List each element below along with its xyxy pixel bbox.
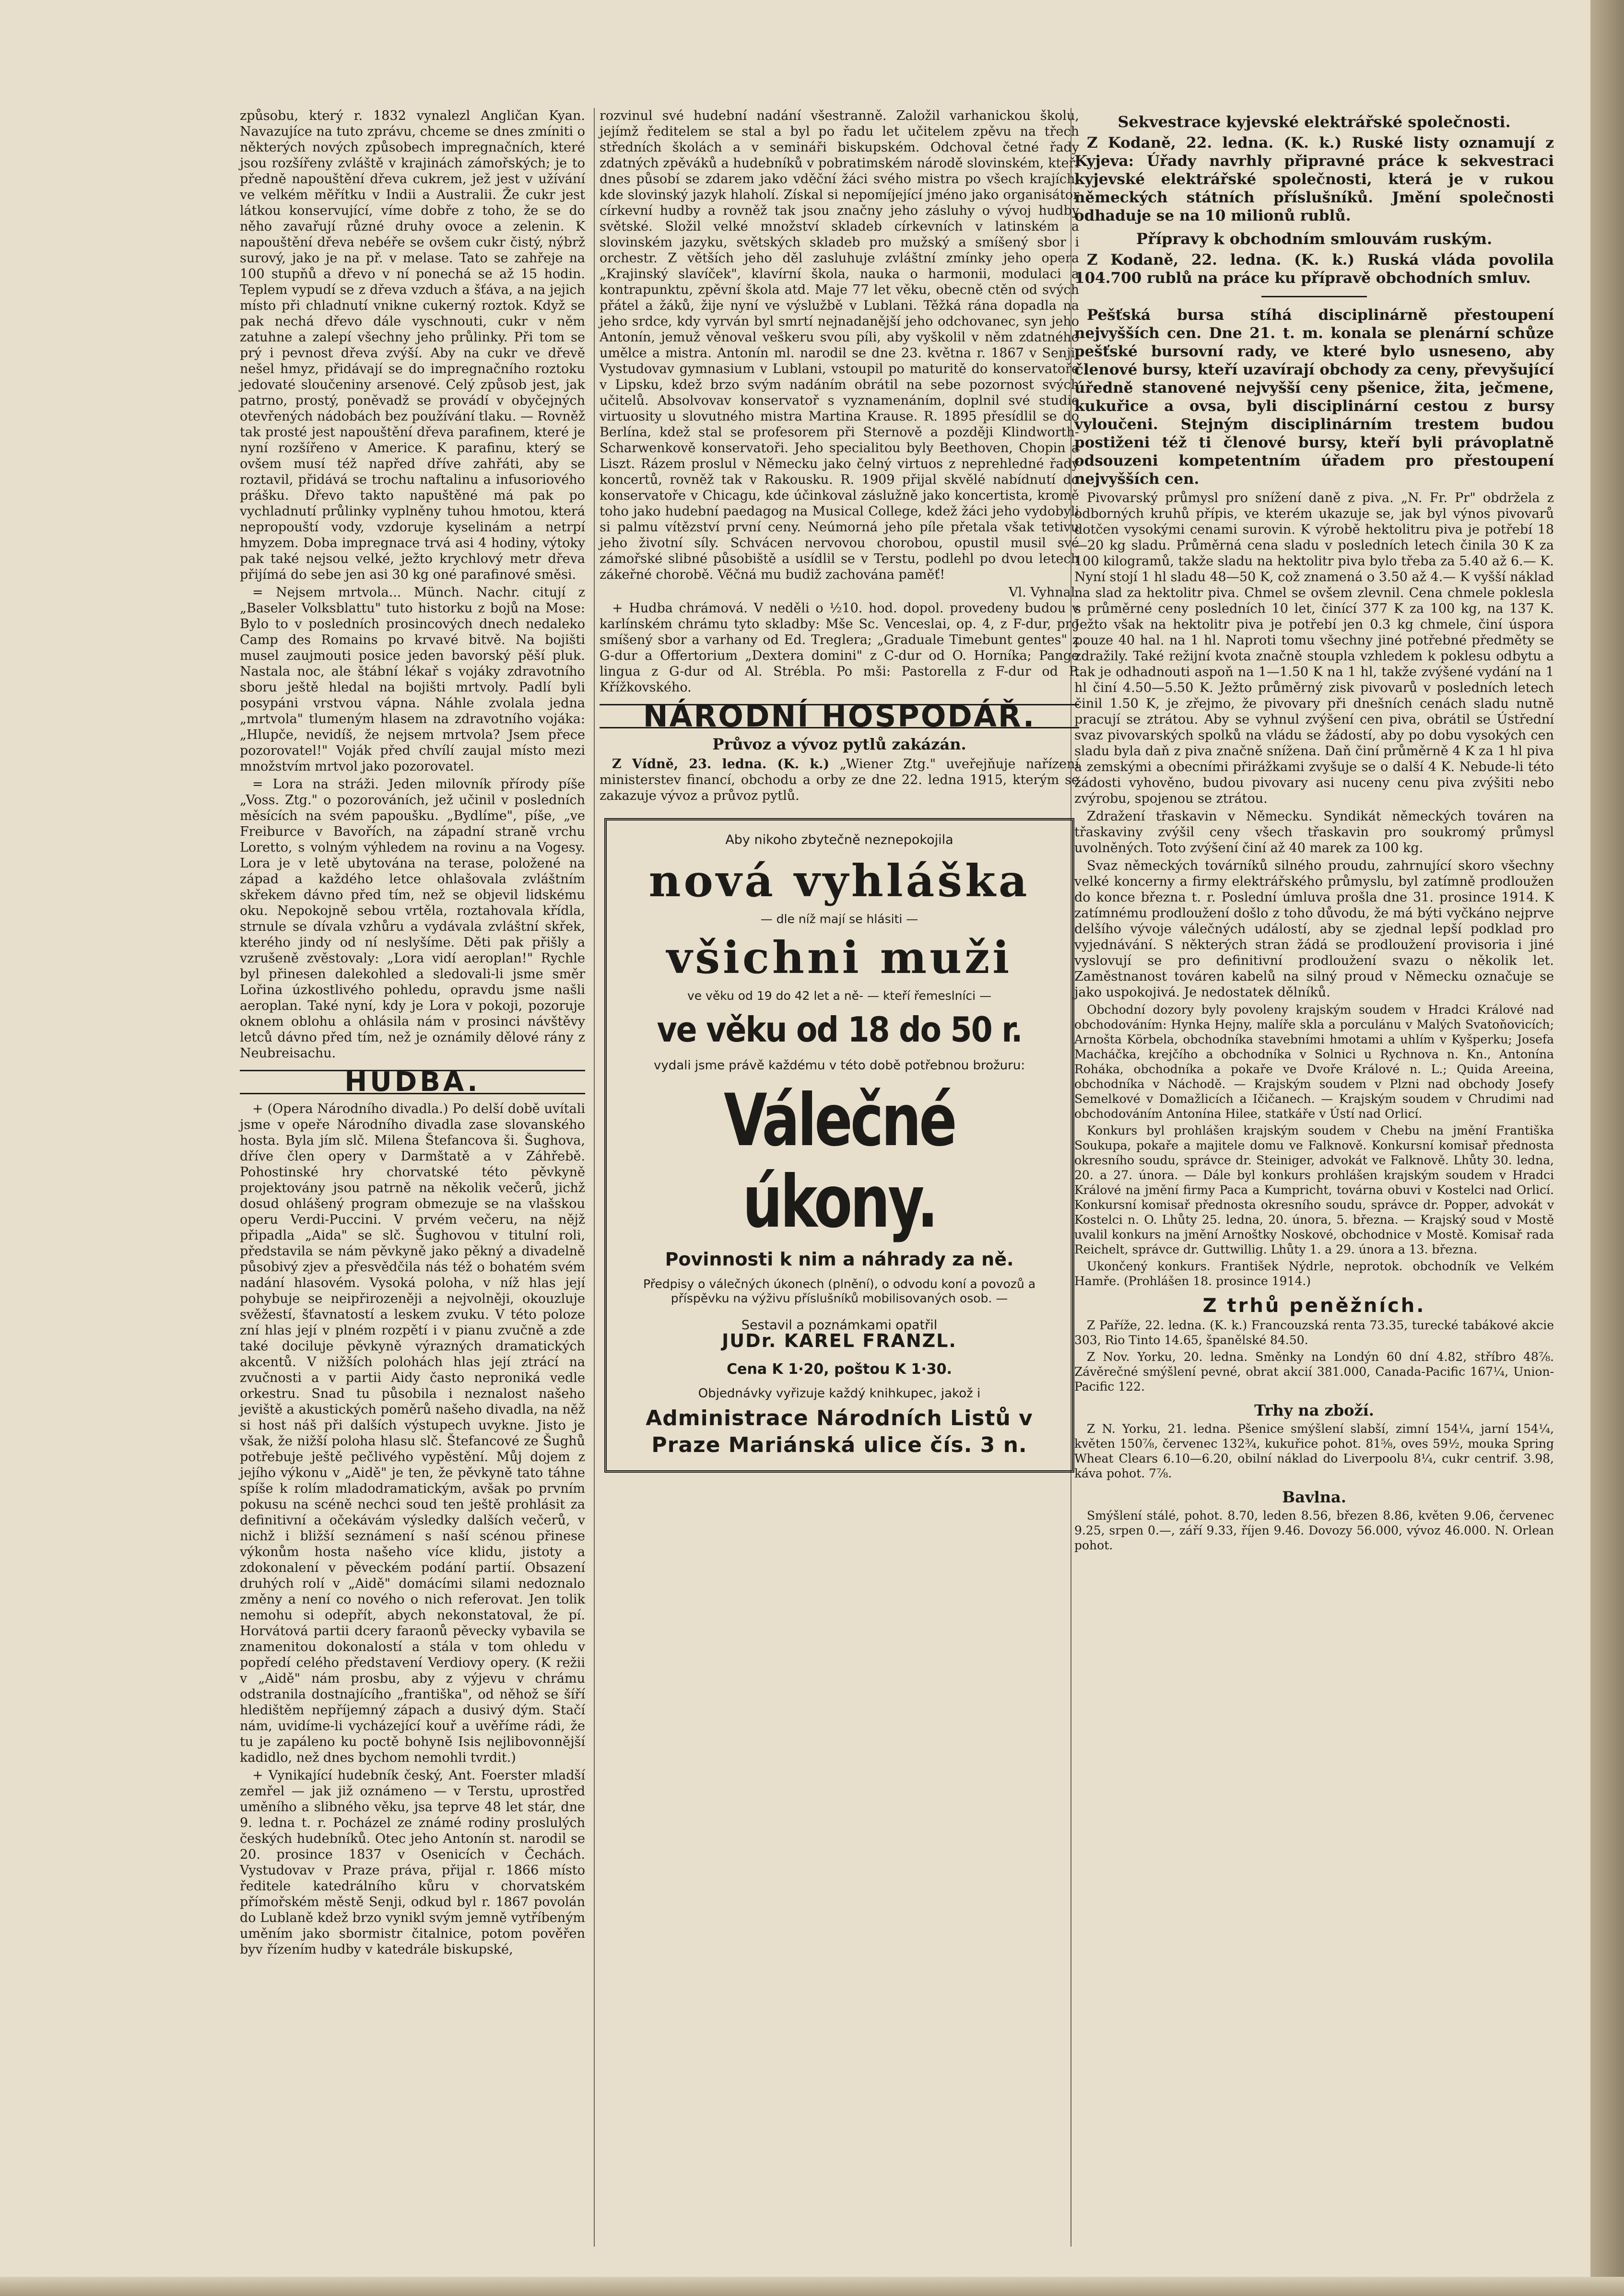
- article-sekvestrace: [1074, 134, 1554, 225]
- article-foerster: + Vynikající hudebník český, Ant. Foerster mladší zemřel — jak již oznámeno — v Terstu, uprostřed uměního a slibného věku, jsa teprve 48 let stár, dne 9. ledna t. r. Pocházel ze známé rodiny proslulých českých hudebníků. Otec jeho Antonín st. narodil se 20. prosince 1837 v Osenicích v Čechách. Vystudovav v Praze práva, přijal r. 1866 místo ředitele katedrálního kůru v chorvatském přímořském městě Senji, odkud byl r. 1867 povolán do Lublaně kdež brzo vynikl svým jemně vytříbeným uměním jako sbormistr čitalnice, potom pověřen byv řízením hudby v katedrále biskupské,: [240, 1768, 585, 1957]
- article-pytle: [600, 756, 1079, 804]
- ad-title-vsichni-muzi: všichni muži: [666, 932, 1012, 984]
- article-foerster-continued: rozvinul své hudební nadání všestranně. Založil varhanickou školu, jejímž ředitelem se stal a byl po řadu let učitelem zpěvu na třech středních školách a v semináři biskupském. Odchoval četné řady zdatných zpěváků a hudebníků v pobratimském národě slovinském, kteří dnes působí se zdarem jako vděční žáci svého mistra po všech krajích, kde slovinský jazyk hlaholí. Získal si nepomíjející jméno jako organisátor církevní hudby a rovněž tak jsou značny jeho zásluhy o vývoj hudby světské. Složil velké množství skladeb církevních v latinském a slovinském jazyku, světských skladeb pro mužský a smíšený sbor i orchestr. Z větších jeho děl zasluhuje zvláštní zmínky jeho opera „Krajinský slavíček", klavírní škola, nauka o harmonii, modulaci a kontrapunktu, zpěvní škola atd. Maje 77 let věku, obecně ctěn od svých přátel a žáků, žije nyní ve výslužbě v Lublani. Těžká rána dopadla na jeho srdce, kdy vyrván byl smrtí nejnadanější jeho odchovanec, syn jeho Antonín, jemuž věnoval veškeru svou píli, aby vyškolil v něm zdatného umělce a mistra. Antonín ml. narodil se dne 23. května r. 1867 v Senji. Vystudovav gymnasium v Lublani, vstoupil po maturitě do konservatoře v Lipsku, kdež brzo svým nadáním obrátil na sebe pozornost svých učitelů. Absolvovav konservatoř s vyznamenáním, doplnil své studie virtuosity u slovutného mistra Martina Krause. R. 1895 přesídlil se do Berlína, kdež stal se profesorem při Sternově a později Klindworth-Scharwenkově konservatoři. Jeho specialitou byly Beethoven, Chopin a Liszt. Rázem proslul v Německu jako čelný virtuos z neprehledné řady koncertů, rovněž tak v Rakousku. R. 1909 přijal skvělé nabídnutí do konservatoře v Chicagu, kde účinkoval záslužně jako koncertista, kromě toho jako hudební paedagog na Musical College, kdež žáci jeho vydobyli si palmu vítězství první ceny. Neúmorná jeho píle přetala však tetivu jeho životní síly. Schvácen nervovou chorobou, opustil musil své zámořské slibné působiště a usídlil se v Terstu, podlehl po dvou letech zákeřné chorobě. Věčná mu budiž zachována paměť!: [600, 108, 1079, 582]
- article-svaz-tovarniku: Svaz německých továrníků silného proudu, zahrnující skoro všechny velké koncerny a firmy elektrářského průmyslu, byl zatímně prodloužen do konce března t. r. Poslední úmluva prošla dne 31. prosince 1914. K zatímnému prodloužení došlo z toho důvodu, že má býti vyčkáno nejprve delšího vývoje válečných událostí, aby se zjednal lepší podklad pro vyjednávání. S některých stran žádá se prodloužení provisoria i jiné vyslovují se pro definitivní prodloužení svazu o několik let. Zaměstnanost továren kabelů na silný proud v Německu označuje se jako uspokojivá. Je nedostatek dělníků.: [1074, 858, 1554, 1000]
- article-pestska-bursa: Pešťská bursa stíhá disciplinárně přestoupení nejvyšších cen. Dne 21. t. m. konala se plenární schůze pešťské bursovní rady, ve které bylo usneseno, aby členové bursy, kteří uzavírají obchody za ceny, převyšující úředně stanovené nejvyšší ceny pšenice, žita, ječmene, kukuřice a ovsa, byli disciplinární cestou z bursy vyloučeni. Stejným disciplinárním trestem budou postiženi též ti členové bursy, kteří byli právoplatně odsouzeni kompetentním úřadem pro přestoupení nejvyšších cen.: [1074, 306, 1554, 488]
- article-konkurs: Konkurs byl prohlášen krajským soudem v Chebu na jmění Františka Soukupa, pokaře a majitele domu ve Falknově. Konkursní komisař přednosta okresního soudu, správce dr. Steiniger, advokát ve Falknově. Lhůty 30. ledna, 20. a 27. února. — Dále byl konkurs prohlášen krajským soudem v Hradci Králové na jmění firmy Paca a Kumpricht, továrna obuvi v Kostelci nad Orlicí. Konkursní komisař přednosta okresního soudu, správce dr. Popper, advokát v Kostelci n. O. Lhůty 25. ledna, 20. února, 5. března. — Krajský soud v Mostě uvalil konkurs na jmění Arnoštky Noskové, obchodnice v Mostě. Komisař rada Reichelt, správce dr. Guttwillig. Lhůty 1. a 29. února a 13. března.: [1074, 1124, 1554, 1256]
- headline-pripravy: Přípravy k obchodním smlouvám ruským.: [1136, 230, 1493, 248]
- article-body: Ruská vláda povolila 104.700 rublů na práce ku přípravě obchodních smluv.: [1074, 251, 1554, 287]
- article-impregnation: způsobu, který r. 1832 vynalezl Angličan Kyan. Navazujíce na tuto zprávu, chceme se dnes zmíniti o některých nových způsobech impregnačních, které jsou rozšířeny zvláště v krajinách zámořských; je to předně napouštění dřeva cukrem, jež jest v užívání ve velkém měřítku v Indii a Australii. Že cukr jest látkou konservující, víme dobře z toho, že se do něho zavařují různé druhy ovoce a zelenin. K napouštění dřeva nebéře se ovšem cukr čistý, nýbrž surový, jako je na př. v melase. Tato se zahřeje na 100 stupňů a dřevo v ní ponechá se až 15 hodin. Teplem vypudí se z dřeva vzduch a šťáva, a na jejich místo při chladnutí vnikne cukerný roztok. Když se pak nechá dřevo dále vyschnouti, cukr v něm zatuhne a zalepí všechny jeho průlinky. Při tom se prý i pevnost dřeva zvýší. Aby na cukr ve dřevě nešel hmyz, přidávají se do impregnačního roztoku jedovaté sloučeniny arsenové. Celý způsob jest, jak patrno, prostý, poněvadž se provádí v obyčejných otevřených nádobách bez používání tlaku. — Rovněž tak prosté jest napouštění dřeva parafinem, které je nyní rozšířeno v Americe. K parafinu, který se ovšem musí též napřed dříve zahřáti, aby se roztavil, přidává se trochu naftalinu a infusoriového prášku. Dřevo takto napuštěné má pak po vychladnutí průlinky vyplněny tuhou hmotou, která nepropouští vody, vzdoruje kyselinám a netrpí hmyzem. Doba impregnace trvá asi 4 hodiny, výtoky pak také nejsou velké, ježto krychlový metr dřeva přijímá do sebe jen asi 30 kg oné parafinové směsi.: [240, 108, 585, 582]
- ad-line: ve věku od 19 do 42 let a ně- — kteří řemeslníci —: [687, 989, 992, 1003]
- article-nejsem-mrtvola: = Nejsem mrtvola... Münch. Nachr. citují z „Baseler Volksblattu" tuto historku z bojů na Mose: Bylo to v posledních prosincových dnech nedaleko Camp des Romains po krvavé bitvě. Na bojišti musel zaujmouti posice jeden bavorský pěší pluk. Nastala noc, ale štábní lékař s vojáky zdravotního sboru ještě hledal na bojišti mrtvoly. Padlí byli posypáni vrstvou vápna. Náhle zvolala jedna „mrtvola" tlumeným hlasem na zdravotního vojáka: „Hlupče, nevidíš, že nejsem mrtvola? Jsem přece pozorovatel!" Voják před chvílí zaujal místo mezi množstvím mrtvol jako pozorovatel.: [240, 585, 585, 774]
- article-trhaviny: Zdražení třaskavin v Německu. Syndikát německých továren na třaskaviny zvýšil ceny všech třaskavin pro soukromý průmysl uvolněných. Toto zvýšení činí až 40 marek za 100 kg.: [1074, 809, 1554, 855]
- ad-title-nova-vyhlaska: nová vyhláška: [648, 855, 1030, 907]
- headline-pytle: Průvoz a vývoz pytlů zakázán.: [712, 735, 966, 753]
- article-pivovarsky-prumysl: Pivovarský průmysl pro snížení daně z piva. „N. Fr. Pr" obdržela z odborných kruhů přípis, ve kterém ukazuje se, jak byl výnos pivovarů dotčen vysokými cenami surovin. K výrobě hektolitru piva je potřebí 18—20 kg sladu. Průměrná cena sladu v posledních letech činila 30 K za 100 kilogramů, takže sladu na hektolitr piva bylo třeba za 5.40 až 6.— K. Nyní stojí 1 hl sladu 48—50 K, což znamená o 3.50 až 4.— K vyšší náklad na slad za hektolitr piva. Chmel se ovšem zlevnil. Cena chmele poklesla s průměrné ceny posledních 10 let, činící 377 K za 100 kg, na 137 K. Ježto však na hektolitr piva je potřebí jen 0.3 kg chmele, činí úspora pouze 40 hal. na 1 hl. Naproti tomu všechny jiné potřebné předměty se zdražily. Také režijní kvota značně stoupla vzhledem k poklesu odbytu a tak je odhadnouti aspoň na 1—1.50 K na 1 hl, takže zvýšené vydání na 1 hl činí 4.50—5.50 K. Ježto průměrný zisk pivovarů v posledních letech činil 1.50 K, je zřejmo, že pivovary při dnešních cenách sladu nutně pracují se ztrátou. Aby se vyhnul zvýšení cen piva, obrátil se Ústřední svaz pivovarských spolků na vládu se žádostí, aby po dobu vysokých cen sladu byla daň z piva značně snížena. Daň činí průměrně 4 K za 1 hl piva a zemskými a obecními přirážkami zvyšuje se o další 4 K. Nebude-li této žádosti vyhověno, budou pivovary asi nuceny cenu piva zvýšiti nebo zvýrobu, spojenou se ztrátou.: [1074, 491, 1554, 806]
- ad-book-title: Válečné úkony.: [724, 1079, 955, 1244]
- ad-editor-name: JUDr. KAREL FRANZL.: [722, 1330, 957, 1351]
- market-cotton: Smýšlení stálé, pohot. 8.70, leden 8.56, březen 8.86, květen 9.06, červenec 9.25, srpen 0.—, září 9.33, říjen 9.46. Dovozy 56.000, vývoz 46.000. N. Orlean pohot.: [1074, 1509, 1554, 1552]
- section-title-trhy-penezni: Z trhů peněžních.: [1202, 1295, 1426, 1317]
- ad-price: Cena K 1·20, poštou K 1·30.: [727, 1361, 952, 1378]
- ad-order-info: Objednávky vyřizuje každý knihkupec, jakož i: [698, 1386, 981, 1401]
- section-title-bavlna: Bavlna.: [1282, 1488, 1346, 1506]
- dateline: Z Kodaně, 22. ledna. (K. k.): [1087, 251, 1355, 269]
- section-banner-hudba: HUDBA.: [240, 1070, 585, 1094]
- market-paris: Z Paříže, 22. ledna. (K. k.) Francouzská renta 73.35, turecké tabákové akcie 303, Rio Tinto 14.65, španělské 84.50.: [1074, 1318, 1554, 1347]
- ad-administration: Administrace Národních Listů v Praze Mariánská ulice čís. 3 n.: [646, 1406, 1033, 1457]
- article-pripravy: [1074, 251, 1554, 287]
- page-edge-right: [1590, 0, 1624, 2296]
- article-opera: + (Opera Národního divadla.) Po delší době uvítali jsme v opeře Národního divadla zase slovanského hosta. Byla jím slč. Milena Štefancova ši. Šughova, dříve člen opery v Darmštatě a v Záhřebě. Pohostinské hry chorvatské této pěvkyně projektovány jsou patrně na několik večerů, jichž dosud ohlášený program obmezuje se na vlašskou operu Verdi-Puccini. V prvém večeru, na nějž připadla „Aida" se slč. Šughovou v titulní roli, představila se nám pěvkyně jako pěkný a divadelně působivý zjev a přesvědčila nás též o bohatém svém nadání hlasovém. Vysoká poloha, v níž hlas její pohybuje se neipřirozeněji a nejvolněji, okouzluje svěžestí, šťavnatostí a leskem zvuku. V této poloze zní hlas její v plném rozpětí i v pianu zvučně a zde také dociluje pěvkyně výrazných dramatických akcentů. V nižších polohách hlas její ztrácí na zvučnosti a v partii Aidy často neproniká vedle orkestru. Snad tu působila i neznalost našeho jeviště a akustických poměrů našeho divadla, na něž si host náš při dalších výstupech uvykne. Jisto je však, že nižší poloha hlasu slč. Štefancové ze Šughů potřebuje ještě pečlivého vypěstění. Můj dojem z jejího výkonu v „Aidě" je ten, že pěvkyně tato táhne spíše k rolím mladodramatickým, avšak po prvním pokusu na scéně nechci soud ten ještě prohlásit za definitivní a očekávám výsledky dalších večerů, v nichž i bližší seznámení s naší scénou přinese výkonům hosta našeho více klidu, jistoty a zdokonalení v pěveckém podání partií. Obsazení druhých rolí v „Aidě" domácími silami nedoznalo změny a není co nového o nich referovat. Jen tolik nemohu si odepřít, abych nekonstatoval, že pí. Horvátová partii dcery faraonů pěvecky vybavila se znamenitou dokonalostí a stála v tom ohledu v popředí celého představení Verdiovy opery. (K režii v „Aidě" nám prosbu, aby z výjevu v chrámu odstranila dostnajícího „františka", od něhož se šíří hledištěm nepříjemný zápach a dusivý dým. Stačí nám, uvidíme-li vycházející kouř a uvěříme rádi, že tu je zapáleno ku poctě bohyně Isis nejlibovonnější kadidlo, než dnes bychom nemohli tvrdit.): [240, 1101, 585, 1765]
- advertisement-valecne-ukony: [604, 818, 1074, 1473]
- article-obchodni-dozory: Obchodní dozory byly povoleny krajským soudem v Hradci Králové nad obchodováním: Hynka Hejny, malíře skla a porculánu v Malých Svatoňovicích; Arnošta Körbela, obchodníka stavebními hmotami a uhlím v Kyšperku; Josefa Macháčka, krejčího a obchodníka v Solnici u Rychnova n. Kn., Antonína Roháka, obchodníka a pokaře ve Dvoře Králové n. L.; Quida Areeina, obchodníka v Náchodě. — Krajským soudem v Plzni nad obchody Josefy Semelkové v Domažlicích a Ičičanech. — Krajským soudem v Chrudimi nad obchodováním Antonína Hilee, statkáře v Ústí nad Orlicí.: [1074, 1003, 1554, 1121]
- column-right: [1074, 108, 1554, 1555]
- separator-rule: [1261, 296, 1367, 297]
- article-lora-na-strazi: = Lora na stráži. Jeden milovník přírody píše „Voss. Ztg." o pozorováních, jež učinil v posledních měsících na svém papoušku. „Bydlíme", píše, „ve Freiburce v Bavořích, na západní straně vrchu Loretto, s volným výhledem na rovinu a na Vogesy. Lora je v letě ubytována na terase, položené na západ a každého letce ohlašovala zvláštním skřekem dávno před tím, než se objevil lidskému oku. Nepokojně sebou vrtěla, roztahovala křídla, strnule se dívala vzhůru a vydávala zvláštní skřek, kterého jindy od ní neslyšíme. Děti pak přišly a vzrušeně zvěstovaly: „Lora vidí aeroplan!" Rychle byl přinesen dalekohled a sledovali-li jsme směr Lořina úzkostlivého pohledu, opravdu jsme našli aeroplan. Také nyní, kdy je Lora v pokoji, pozoruje oknem oblohu a ohlásila nám v prosinci návštěvy letců dávno před tím, než je oznámily dělové rány z Neubreisachu.: [240, 777, 585, 1061]
- article-body: Ruské listy oznamují z Kyjeva: Úřady navrhly připravné práce k sekvestraci kyjevské elektrářské společnosti, která je v rukou německých státních příslušníků. Jmění společnosti odhaduje se na 10 milionů rublů.: [1074, 134, 1554, 224]
- ad-line: — dle níž mají se hlásiti —: [760, 912, 918, 926]
- article-ukonceny-konkurs: Ukončený konkurs. František Nýdrle, neprotok. obchodník ve Velkém Hamře. (Prohlášen 18. prosince 1914.): [1074, 1259, 1554, 1288]
- dateline: Z Vídně, 23. ledna. (K. k.): [612, 757, 830, 772]
- column-rule-left: [594, 108, 595, 2247]
- ad-line: vydali jsme právě každému v této době potřebnou brožuru:: [653, 1058, 1025, 1073]
- ad-age-range: ve věku od 18 do 50 r.: [657, 1009, 1022, 1050]
- article-hudba-chramova: + Hudba chrámová. V neděli o ½10. hod. dopol. provedeny budou v karlínském chrámu tyto skladby: Mše Sc. Venceslai, op. 4, z F-dur, pro smíšený sbor a varhany od Ed. Treglera; „Graduale Timebunt gentes" z G-dur a Offertorium „Dextera domini" z C-dur od O. Horníka; Pange lingua z G-dur od Al. Strébla. Po mši: Pastorella z F-dur od P. Křížkovského.: [600, 601, 1079, 695]
- market-goods: Z N. Yorku, 21. ledna. Pšenice smýšlení slabší, zimní 154¼, jarní 154¼, květen 150⅞, červenec 132¾, kukuřice pohot. 81⅝, oves 59½, mouka Spring Wheat Clears 6.10—6.20, obilní náklad do Liverpoolu 8¼, cukr centrif. 3.98, káva pohot. 7⅞.: [1074, 1422, 1554, 1480]
- article-signature: Vl. Vyhnal.: [1008, 585, 1079, 600]
- column-left: [240, 108, 585, 1959]
- article-body: „Wiener Ztg." uveřejňuje nařízení ministerstev financí, obchodu a orby ze dne 22. ledna 1915, kterým se zakazuje vývoz a průvoz pytlů.: [600, 757, 1079, 803]
- page-edge-bottom: [0, 2277, 1624, 2296]
- section-title-trhy-na-zbozi: Trhy na zboží.: [1254, 1401, 1374, 1419]
- market-new-york: Z Nov. Yorku, 20. ledna. Směnky na Londýn 60 dní 4.82, stříbro 48⅞. Závěrečné smýšlení pevné, obrat akcií 381.000, Canada-Pacific 167¼, Union-Pacific 122.: [1074, 1350, 1554, 1394]
- headline-sekvestrace: Sekvestrace kyjevské elektrářské společnosti.: [1118, 113, 1511, 131]
- ad-book-subtitle: Povinnosti k nim a náhrady za ně.: [665, 1249, 1014, 1270]
- column-middle: [600, 108, 1079, 1482]
- section-banner-narodni-hospodar: NÁRODNÍ HOSPODÁŘ.: [600, 704, 1079, 728]
- ad-book-contents: Předpisy o válečných úkonech (plnění), o odvodu koní a povozů a příspěvku na výživu příslušníků mobilisovaných osob. —: [643, 1277, 1036, 1305]
- dateline: Z Kodaně, 22. ledna. (K. k.): [1087, 134, 1342, 152]
- ad-editor-label: Sestavil a poznámkami opatřil: [741, 1318, 938, 1333]
- ad-intro: Aby nikoho zbytečně neznepokojila: [725, 832, 953, 847]
